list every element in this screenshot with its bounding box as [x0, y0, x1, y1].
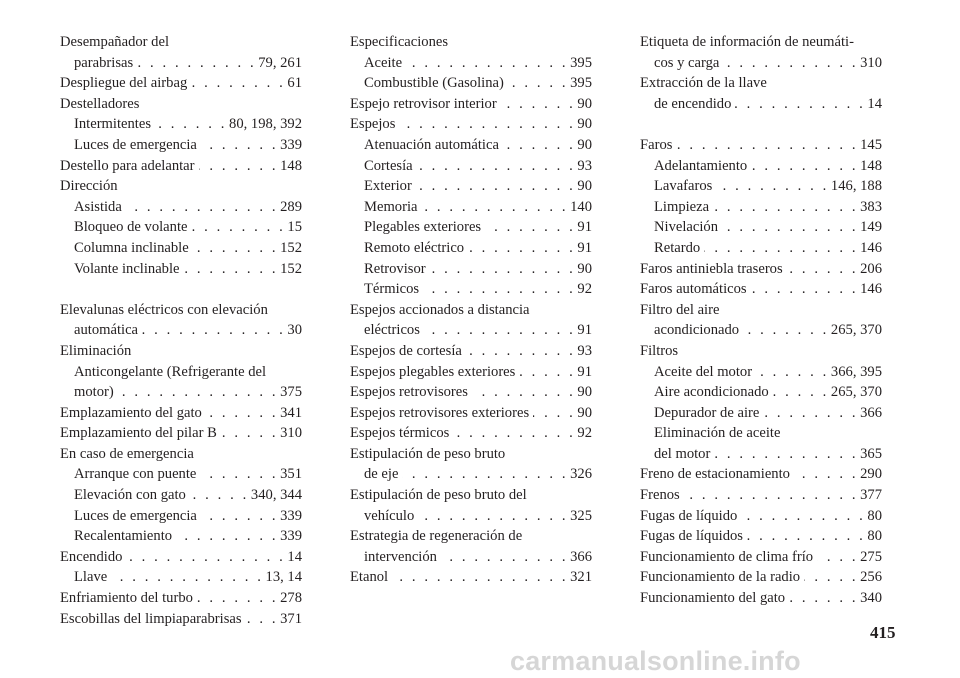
index-entry: [350, 176, 592, 197]
index-entry-pages: 90: [577, 178, 592, 195]
index-heading: Filtros: [640, 342, 679, 359]
dot-leader: [789, 588, 858, 609]
index-heading: Eliminación: [60, 342, 132, 359]
index-entry-term: cos y carga: [654, 54, 720, 71]
index-entry-term: Funcionamiento del gato: [640, 590, 786, 607]
index-entry-term: Cortesía: [364, 157, 413, 174]
index-entry-pages: 321: [570, 569, 592, 586]
index-entry-term: Plegables exteriores: [364, 219, 482, 236]
dot-leader: [747, 526, 865, 547]
index-entry-term: Lavafaros: [654, 178, 713, 195]
index-entry-term: Depurador de aire: [654, 404, 760, 421]
dot-leader: [756, 362, 829, 383]
index-entry: [350, 362, 592, 383]
index-entry-term: Destello para adelantar: [60, 157, 195, 174]
index-entry-term: Emplazamiento del gato: [60, 404, 202, 421]
index-entry: [60, 320, 302, 341]
index-entry-term: Luces de emergencia: [74, 136, 197, 153]
index-gap: [60, 279, 302, 300]
index-entry: [350, 403, 592, 424]
index-entry-pages: 310: [860, 54, 882, 71]
index-heading: Eliminación de aceite: [654, 425, 781, 442]
dot-leader: [142, 320, 285, 341]
index-entry-term: Atenuación automática: [364, 136, 499, 153]
dot-leader: [118, 382, 278, 403]
index-entry-pages: 341: [280, 404, 302, 421]
index-entry: [640, 197, 882, 218]
index-entry: [640, 279, 882, 300]
index-entry: [640, 403, 882, 424]
dot-leader: [201, 135, 278, 156]
index-heading: Dirección: [60, 178, 118, 195]
dot-leader: [713, 197, 858, 218]
index-entry: [350, 341, 592, 362]
index-entry: [60, 485, 302, 506]
index-entry-pages: 340, 344: [250, 487, 302, 504]
index-heading: Espejos accionados a distancia: [350, 301, 530, 318]
index-entry: [640, 94, 882, 115]
index-entry: [60, 156, 302, 177]
index-entry-term: Recalentamiento: [74, 528, 173, 545]
index-entry-pages: 90: [577, 136, 592, 153]
dot-leader: [424, 320, 575, 341]
index-entry: [350, 53, 592, 74]
index-entry-pages: 140: [570, 198, 592, 215]
dot-leader: [676, 135, 858, 156]
index-heading: Especificaciones: [350, 34, 449, 50]
index-entry: [640, 526, 882, 547]
dot-leader: [406, 53, 568, 74]
dot-leader: [508, 73, 568, 94]
index-entry-pages: 91: [577, 239, 592, 256]
index-entry-pages: 148: [280, 157, 302, 174]
index-entry-pages: 366: [860, 404, 882, 421]
index-entry: [350, 217, 592, 238]
index-entry-term: Combustible (Gasolina): [364, 75, 504, 92]
index-entry-pages: 13, 14: [265, 569, 302, 586]
index-entry-term: acondicionado: [654, 322, 740, 339]
index-entry-pages: 90: [577, 404, 592, 421]
index-entry-term: de encendido: [654, 95, 732, 112]
index-entry-term: Aceite: [364, 54, 403, 71]
index-entry: [350, 547, 592, 568]
dot-leader: [501, 94, 576, 115]
index-entry: [60, 135, 302, 156]
index-heading: Desempañador del: [60, 34, 170, 50]
index-entry: [640, 176, 882, 197]
dot-leader: [684, 485, 858, 506]
index-entry: [640, 464, 882, 485]
index-entry: [640, 547, 882, 568]
index-entry-pages: 206: [860, 260, 882, 277]
index-entry-pages: 149: [860, 219, 882, 236]
index-entry-term: Despliegue del airbag: [60, 75, 188, 92]
index-entry-term: automática: [74, 322, 139, 339]
index-entry-pages: 90: [577, 116, 592, 133]
dot-leader: [503, 135, 575, 156]
index-entry: [640, 156, 882, 177]
index-entry: [350, 94, 592, 115]
index-entry: [640, 53, 882, 74]
index-entry-pages: 90: [577, 260, 592, 277]
index-entry-pages: 375: [280, 384, 302, 401]
index-entry: [640, 217, 882, 238]
index-heading: Estipulación de peso bruto: [350, 445, 506, 462]
dot-leader: [111, 567, 263, 588]
index-entry-pages: 289: [280, 198, 302, 215]
dot-leader: [441, 547, 568, 568]
dot-leader: [533, 403, 575, 424]
dot-leader: [402, 464, 568, 485]
index-entry-term: Faros antiniebla traseros: [640, 260, 783, 277]
index-entry-term: Aire acondicionado: [654, 384, 769, 401]
index-entry-pages: 14: [287, 548, 302, 565]
index-entry-pages: 365: [860, 445, 882, 462]
dot-leader: [723, 53, 858, 74]
index-entry-pages: 326: [570, 466, 592, 483]
dot-leader: [416, 176, 576, 197]
index-entry-term: Fugas de líquido: [640, 507, 738, 524]
dot-leader: [246, 609, 279, 630]
index-entry-term: Remoto eléctrico: [364, 239, 465, 256]
dot-leader: [751, 279, 859, 300]
index-heading: Filtro del aire: [640, 301, 720, 318]
index-entry-pages: 371: [280, 610, 302, 627]
dot-leader: [191, 73, 285, 94]
index-entry-term: Nivelación: [654, 219, 719, 236]
index-entry-term: Elevación con gato: [74, 487, 186, 504]
index-entry: [640, 444, 882, 465]
index-column-2: [350, 32, 592, 588]
index-entry-term: Térmicos: [364, 281, 420, 298]
index-entry-pages: 15: [287, 219, 302, 236]
index-entry-term: del motor: [654, 445, 711, 462]
index-heading: En caso de emergencia: [60, 445, 194, 462]
dot-leader: [422, 197, 569, 218]
dot-leader: [472, 382, 575, 403]
index-entry: [60, 217, 302, 238]
index-entry: [350, 114, 592, 135]
index-entry: [60, 547, 302, 568]
index-entry: [640, 259, 882, 280]
watermark-text: carmanualsonline.info: [510, 646, 801, 676]
index-entry: [350, 320, 592, 341]
index-entry: [640, 238, 882, 259]
index-entry: [60, 464, 302, 485]
dot-leader: [199, 156, 279, 177]
index-entry-pages: 366, 395: [830, 363, 882, 380]
dot-leader: [418, 506, 568, 527]
index-entry-term: Encendido: [60, 548, 123, 565]
index-entry-pages: 383: [860, 198, 882, 215]
dot-leader: [794, 464, 858, 485]
index-entry-pages: 30: [287, 322, 302, 339]
dot-leader: [714, 444, 858, 465]
page-number: 415: [870, 623, 896, 642]
dot-leader: [197, 588, 278, 609]
index-entry: [640, 506, 882, 527]
index-entry-pages: 80: [867, 507, 882, 524]
index-entry-pages: 92: [577, 281, 592, 298]
index-entry: [350, 567, 592, 588]
index-gap: [640, 114, 882, 135]
index-entry: [60, 238, 302, 259]
index-entry-pages: 93: [577, 342, 592, 359]
index-entry-term: Fugas de líquidos: [640, 528, 743, 545]
index-entry-term: Espejos retrovisores: [350, 384, 468, 401]
dot-leader: [735, 94, 865, 115]
index-entry-pages: 91: [577, 363, 592, 380]
dot-leader: [817, 547, 858, 568]
index-entry-pages: 339: [280, 528, 302, 545]
index-entry: [350, 135, 592, 156]
index-heading: Destelladores: [60, 95, 140, 112]
index-entry: [60, 197, 302, 218]
index-entry-term: Frenos: [640, 487, 680, 504]
index-entry: [60, 114, 302, 135]
index-entry-pages: 265, 370: [830, 384, 882, 401]
index-entry: [350, 197, 592, 218]
index-entry-pages: 265, 370: [830, 322, 882, 339]
index-entry-pages: 152: [280, 260, 302, 277]
index-entry: [350, 156, 592, 177]
dot-leader: [190, 485, 249, 506]
index-entry-pages: 93: [577, 157, 592, 174]
index-entry-term: Funcionamiento de clima frío: [640, 548, 814, 565]
index-column-1: [60, 32, 302, 629]
index-entry: [60, 403, 302, 424]
index-entry-pages: 146, 188: [830, 178, 882, 195]
dot-leader: [741, 506, 865, 527]
index-entry-pages: 340: [860, 590, 882, 607]
index-entry-pages: 339: [280, 136, 302, 153]
dot-leader: [763, 403, 858, 424]
index-entry-term: Escobillas del limpiaparabrisas: [60, 610, 242, 627]
index-entry: [350, 382, 592, 403]
index-entry: [60, 382, 302, 403]
dot-leader: [193, 238, 278, 259]
index-entry-pages: 290: [860, 466, 882, 483]
index-entry-term: Espejos retrovisores exteriores: [350, 404, 530, 421]
dot-leader: [392, 567, 568, 588]
index-entry-pages: 146: [860, 281, 882, 298]
index-entry: [60, 53, 302, 74]
index-entry-pages: 395: [570, 75, 592, 92]
index-entry-term: Luces de emergencia: [74, 507, 197, 524]
index-entry-term: Exterior: [364, 178, 412, 195]
index-entry: [60, 506, 302, 527]
index-entry-pages: 90: [577, 384, 592, 401]
dot-leader: [787, 259, 858, 280]
index-entry-term: Faros automáticos: [640, 281, 747, 298]
index-entry-term: Etanol: [350, 569, 389, 586]
index-entry-pages: 145: [860, 136, 882, 153]
dot-leader: [466, 341, 576, 362]
index-entry: [640, 567, 882, 588]
index-entry: [640, 135, 882, 156]
index-entry-term: vehículo: [364, 507, 415, 524]
index-entry-term: Intermitentes: [74, 116, 151, 133]
index-entry-term: Aceite del motor: [654, 363, 753, 380]
index-entry: [60, 588, 302, 609]
index-entry: [350, 506, 592, 527]
index-entry-term: Retardo: [654, 239, 701, 256]
index-entry-pages: 310: [280, 425, 302, 442]
index-entry: [60, 73, 302, 94]
index-column-3: [640, 32, 882, 609]
index-entry: [640, 588, 882, 609]
index-entry: [350, 423, 592, 444]
index-entry-pages: 148: [860, 157, 882, 174]
index-entry-term: intervención: [364, 548, 437, 565]
dot-leader: [201, 506, 278, 527]
index-entry: [60, 609, 302, 630]
index-entry-term: Limpieza: [654, 198, 710, 215]
dot-leader: [485, 217, 575, 238]
index-entry: [640, 320, 882, 341]
index-entry-term: Espejos: [350, 116, 396, 133]
dot-leader: [184, 259, 279, 280]
index-entry: [60, 423, 302, 444]
dot-leader: [191, 217, 285, 238]
index-entry-pages: 325: [570, 507, 592, 524]
index-heading: Elevalunas eléctricos con elevación: [60, 301, 268, 318]
index-heading: Anticongelante (Refrigerante del: [74, 363, 267, 380]
dot-leader: [751, 156, 858, 177]
index-entry: [640, 362, 882, 383]
index-entry-pages: 278: [280, 590, 302, 607]
index-entry-pages: 91: [577, 219, 592, 236]
dot-leader: [126, 197, 278, 218]
dot-leader: [221, 423, 278, 444]
dot-leader: [155, 114, 227, 135]
index-entry-pages: 395: [570, 54, 592, 71]
index-entry-term: parabrisas: [74, 54, 134, 71]
index-entry: [640, 485, 882, 506]
dot-leader: [430, 259, 576, 280]
index-entry-term: Espejos de cortesía: [350, 342, 462, 359]
dot-leader: [137, 53, 256, 74]
index-entry-pages: 351: [280, 466, 302, 483]
dot-leader: [773, 382, 829, 403]
index-entry-term: Bloqueo de volante: [74, 219, 188, 236]
index-entry: [350, 259, 592, 280]
dot-leader: [743, 320, 829, 341]
index-entry-pages: 80: [867, 528, 882, 545]
dot-leader: [176, 526, 278, 547]
index-heading: Estipulación de peso bruto del: [350, 487, 527, 504]
index-entry: [350, 279, 592, 300]
index-entry-term: eléctricos: [364, 322, 420, 339]
index-entry-pages: 92: [577, 425, 592, 442]
dot-leader: [704, 238, 858, 259]
index-entry-term: Retrovisor: [364, 260, 426, 277]
dot-leader: [722, 217, 858, 238]
dot-leader: [399, 114, 575, 135]
index-entry-term: Asistida: [74, 198, 122, 215]
index-entry-term: Adelantamiento: [654, 157, 748, 174]
dot-leader: [206, 403, 278, 424]
index-entry-term: Espejos plegables exteriores: [350, 363, 516, 380]
dot-leader: [200, 464, 278, 485]
index-entry-pages: 377: [860, 487, 882, 504]
index-entry-term: Espejo retrovisor interior: [350, 95, 497, 112]
index-entry-pages: 61: [287, 75, 302, 92]
index-entry-term: Arranque con puente: [74, 466, 197, 483]
index-entry-term: Enfriamiento del turbo: [60, 590, 193, 607]
index-entry-pages: 90: [577, 95, 592, 112]
dot-leader: [804, 567, 858, 588]
index-entry-term: Volante inclinable: [74, 260, 180, 277]
index-entry: [350, 73, 592, 94]
index-entry-pages: 14: [867, 95, 882, 112]
index-entry: [640, 382, 882, 403]
index-entry-term: Freno de estacionamiento: [640, 466, 790, 483]
index-entry-term: Columna inclinable: [74, 239, 189, 256]
index-entry-pages: 79, 261: [258, 54, 302, 71]
index-entry-term: Faros: [640, 136, 673, 153]
index-entry-term: motor): [74, 384, 114, 401]
index-entry-term: de eje: [364, 466, 399, 483]
index-entry-pages: 275: [860, 548, 882, 565]
dot-leader: [716, 176, 829, 197]
index-entry-pages: 339: [280, 507, 302, 524]
dot-leader: [126, 547, 285, 568]
index-heading: Estrategia de regeneración de: [350, 528, 523, 545]
index-entry-pages: 91: [577, 322, 592, 339]
dot-leader: [417, 156, 576, 177]
index-entry-term: Espejos térmicos: [350, 425, 450, 442]
index-entry-term: Emplazamiento del pilar B: [60, 425, 217, 442]
index-entry-pages: 256: [860, 569, 882, 586]
dot-leader: [468, 238, 575, 259]
index-entry-term: Funcionamiento de la radio: [640, 569, 801, 586]
dot-leader: [519, 362, 575, 383]
index-entry: [350, 238, 592, 259]
index-entry: [350, 464, 592, 485]
index-entry-pages: 146: [860, 239, 882, 256]
index-heading: Extracción de la llave: [640, 75, 767, 92]
index-entry-pages: 366: [570, 548, 592, 565]
index-entry: [60, 567, 302, 588]
dot-leader: [423, 279, 575, 300]
dot-leader: [453, 423, 575, 444]
index-entry-term: Memoria: [364, 198, 418, 215]
index-entry: [60, 259, 302, 280]
index-entry-pages: 80, 198, 392: [229, 116, 302, 133]
index-entry: [60, 526, 302, 547]
index-entry-pages: 152: [280, 239, 302, 256]
index-heading: Etiqueta de información de neumáti-: [640, 34, 854, 50]
index-entry-term: Llave: [74, 569, 108, 586]
